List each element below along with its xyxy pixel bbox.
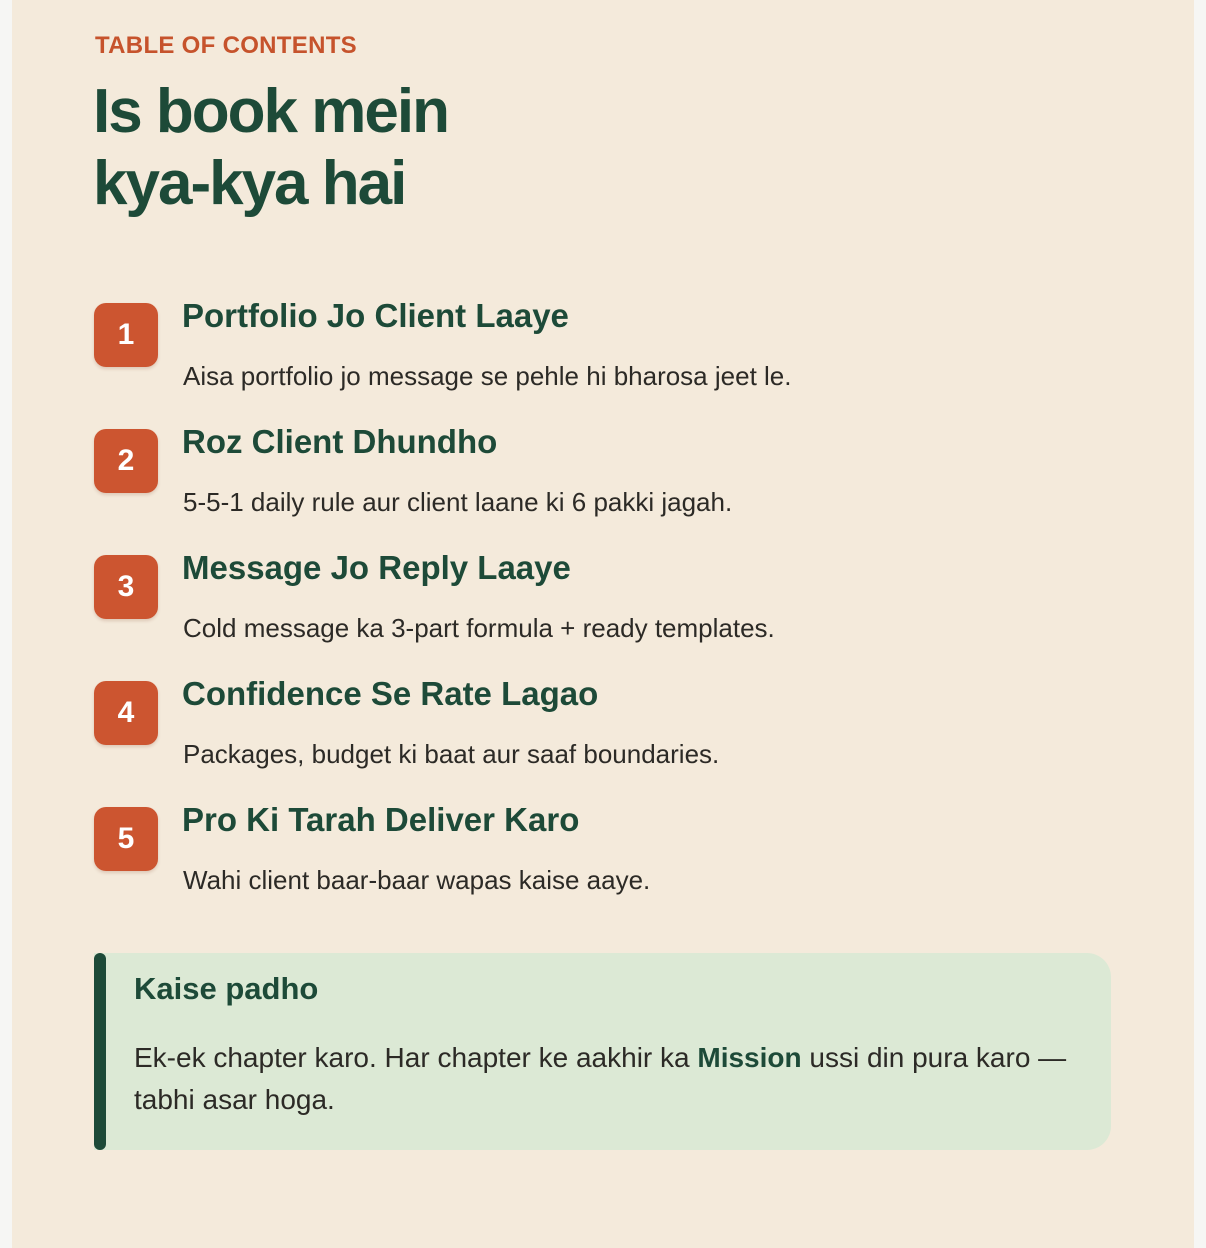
chapter-item[interactable]	[94, 548, 1094, 674]
reading-tip-callout	[94, 953, 1111, 1150]
page-title	[93, 76, 693, 220]
toc-page	[12, 0, 1194, 1248]
chapter-number-badge: 5	[94, 807, 158, 871]
chapter-title: Confidence Se Rate Lagao	[182, 675, 599, 712]
chapter-description: Packages, budget ki baat aur saaf boundaries.	[183, 739, 720, 769]
section-eyebrow: TABLE OF CONTENTS	[95, 32, 357, 59]
chapter-item[interactable]	[94, 422, 1094, 548]
chapter-list	[94, 296, 1094, 926]
chapter-description: Aisa portfolio jo message se pehle hi bharosa jeet le.	[183, 361, 792, 391]
chapter-title: Portfolio Jo Client Laaye	[182, 297, 569, 334]
chapter-item[interactable]	[94, 800, 1094, 926]
chapter-description: Wahi client baar-baar wapas kaise aaye.	[183, 865, 651, 895]
page-title-line-2: kya-kya hai	[93, 149, 406, 218]
chapter-number-badge: 3	[94, 555, 158, 619]
page-title-line-1: Is book mein	[93, 77, 448, 146]
callout-body-text-start: Ek-ek chapter karo. Har chapter ke aakhir ka	[134, 1042, 698, 1073]
callout-title: Kaise padho	[134, 971, 319, 1006]
callout-body	[134, 1037, 1084, 1121]
chapter-description: 5-5-1 daily rule aur client laane ki 6 pakki jagah.	[183, 487, 733, 517]
chapter-item[interactable]	[94, 296, 1094, 422]
chapter-item[interactable]	[94, 674, 1094, 800]
chapter-title: Roz Client Dhundho	[182, 423, 498, 460]
callout-body-emphasis: Mission	[697, 1042, 802, 1073]
chapter-number-badge: 1	[94, 303, 158, 367]
chapter-title: Pro Ki Tarah Deliver Karo	[182, 801, 580, 838]
callout-accent-bar	[94, 953, 106, 1150]
chapter-description: Cold message ka 3-part formula + ready templates.	[183, 613, 775, 643]
chapter-number-badge: 2	[94, 429, 158, 493]
chapter-title: Message Jo Reply Laaye	[182, 549, 571, 586]
chapter-number-badge: 4	[94, 681, 158, 745]
callout-body-text-end: ussi din pura karo — tabhi asar hoga.	[134, 1042, 1067, 1115]
